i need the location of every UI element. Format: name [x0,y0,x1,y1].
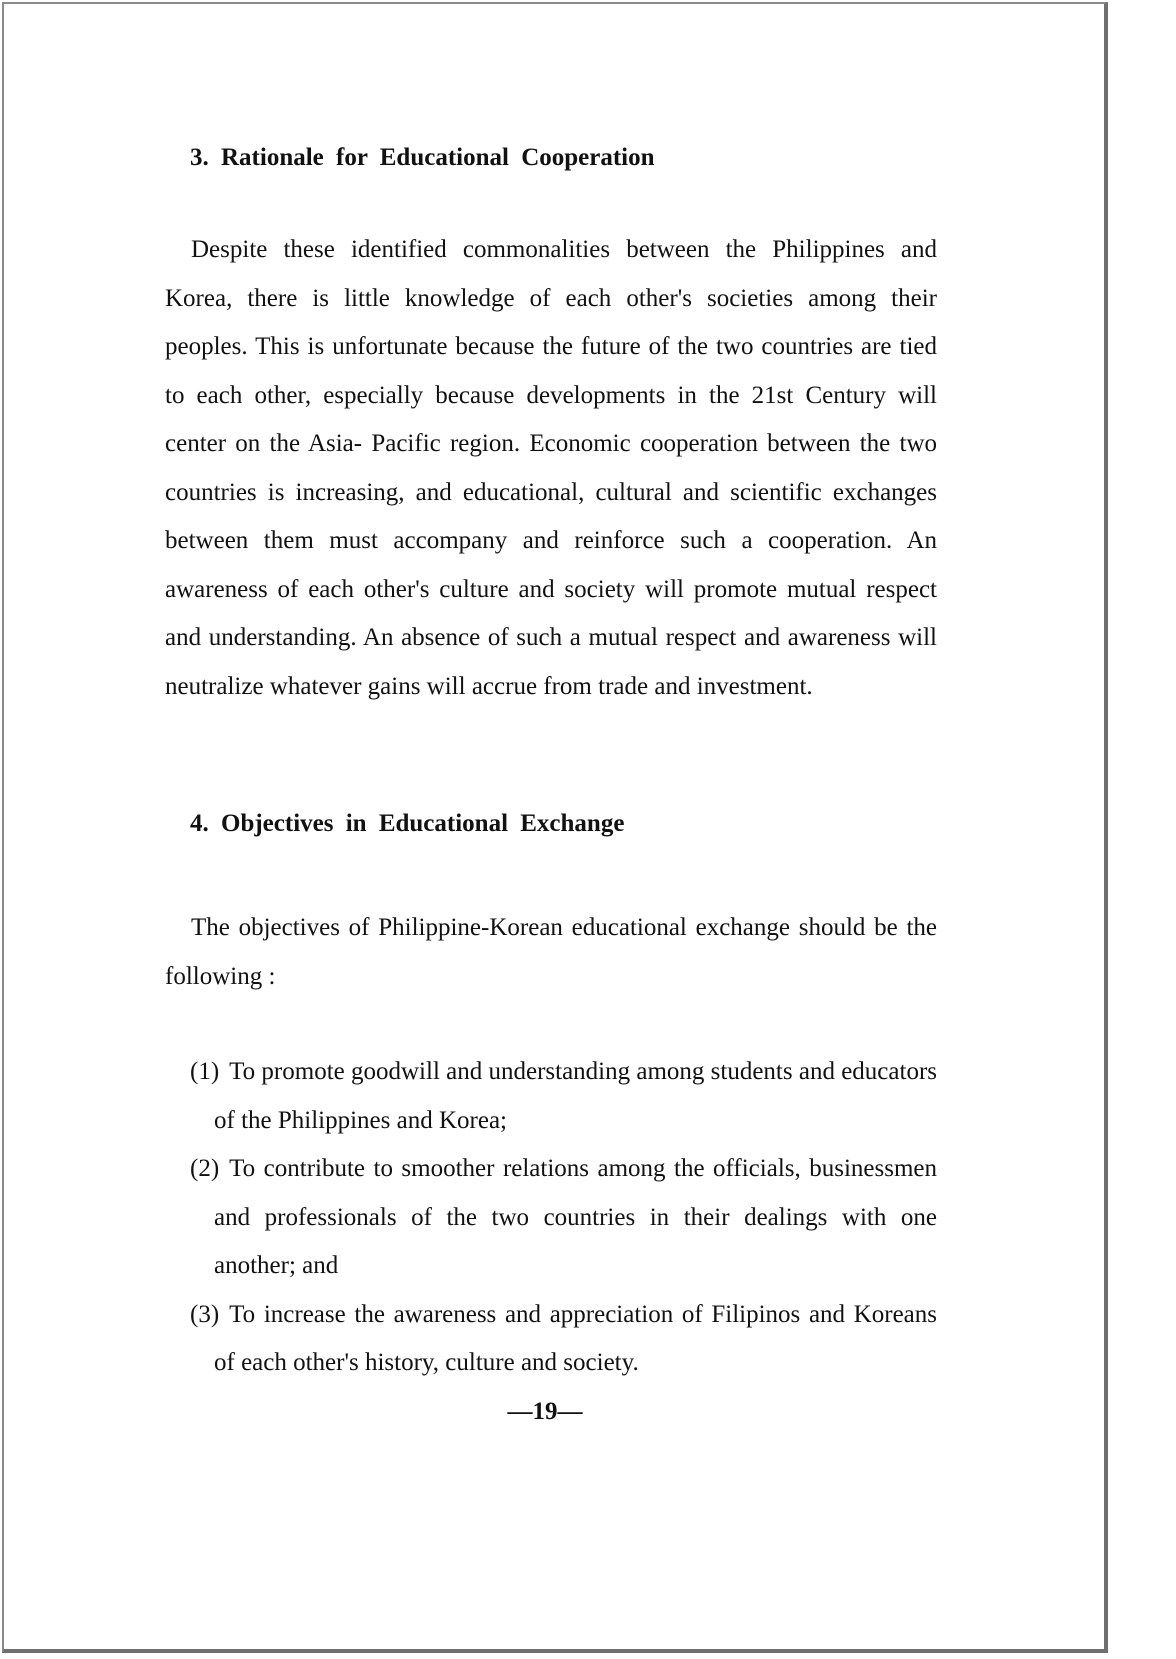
section-3-heading: 3. Rationale for Educational Cooperation [190,144,655,171]
objective-number: (3) [190,1300,220,1328]
section-4-heading: 4. Objectives in Educational Exchange [190,810,625,837]
objective-item [190,1145,937,1291]
objective-text: To contribute to smoother relations among the officials, businessmen and professionals of the two countries in their dealings with one another; and [214,1155,937,1279]
objective-text: To increase the awareness and appreciation of Filipinos and Koreans of each other's history, culture and society. [214,1300,937,1376]
page-number: —19— [507,1398,583,1425]
objective-item [190,1048,937,1145]
objective-number: (1) [190,1058,220,1085]
objective-item [190,1291,937,1388]
objective-number: (2) [190,1155,220,1182]
objectives-list [190,1048,937,1388]
objective-text: To promote goodwill and understanding among students and educators of the Philippines and Korea; [214,1058,937,1134]
section-3-paragraph: Despite these identified commonalities between the Philippines and Korea, there is little knowledge of each other's societies among their peoples. This is unfortunate because the future of the two countries are tied to each other, especially because developments in the 21st Century will center on the Asia- Pacific region. Economic cooperation between the two countries is increasing, and educational, cultural and scientific exchanges between them must accompany and reinforce such a cooperation. An awareness of each other's culture and society will promote mutual respect and understanding. An absence of such a mutual respect and awareness will neutralize whatever gains will accrue from trade and investment. [165,236,937,700]
section-4-intro-paragraph: The objectives of Philippine-Korean educational exchange should be the following : [165,914,937,990]
